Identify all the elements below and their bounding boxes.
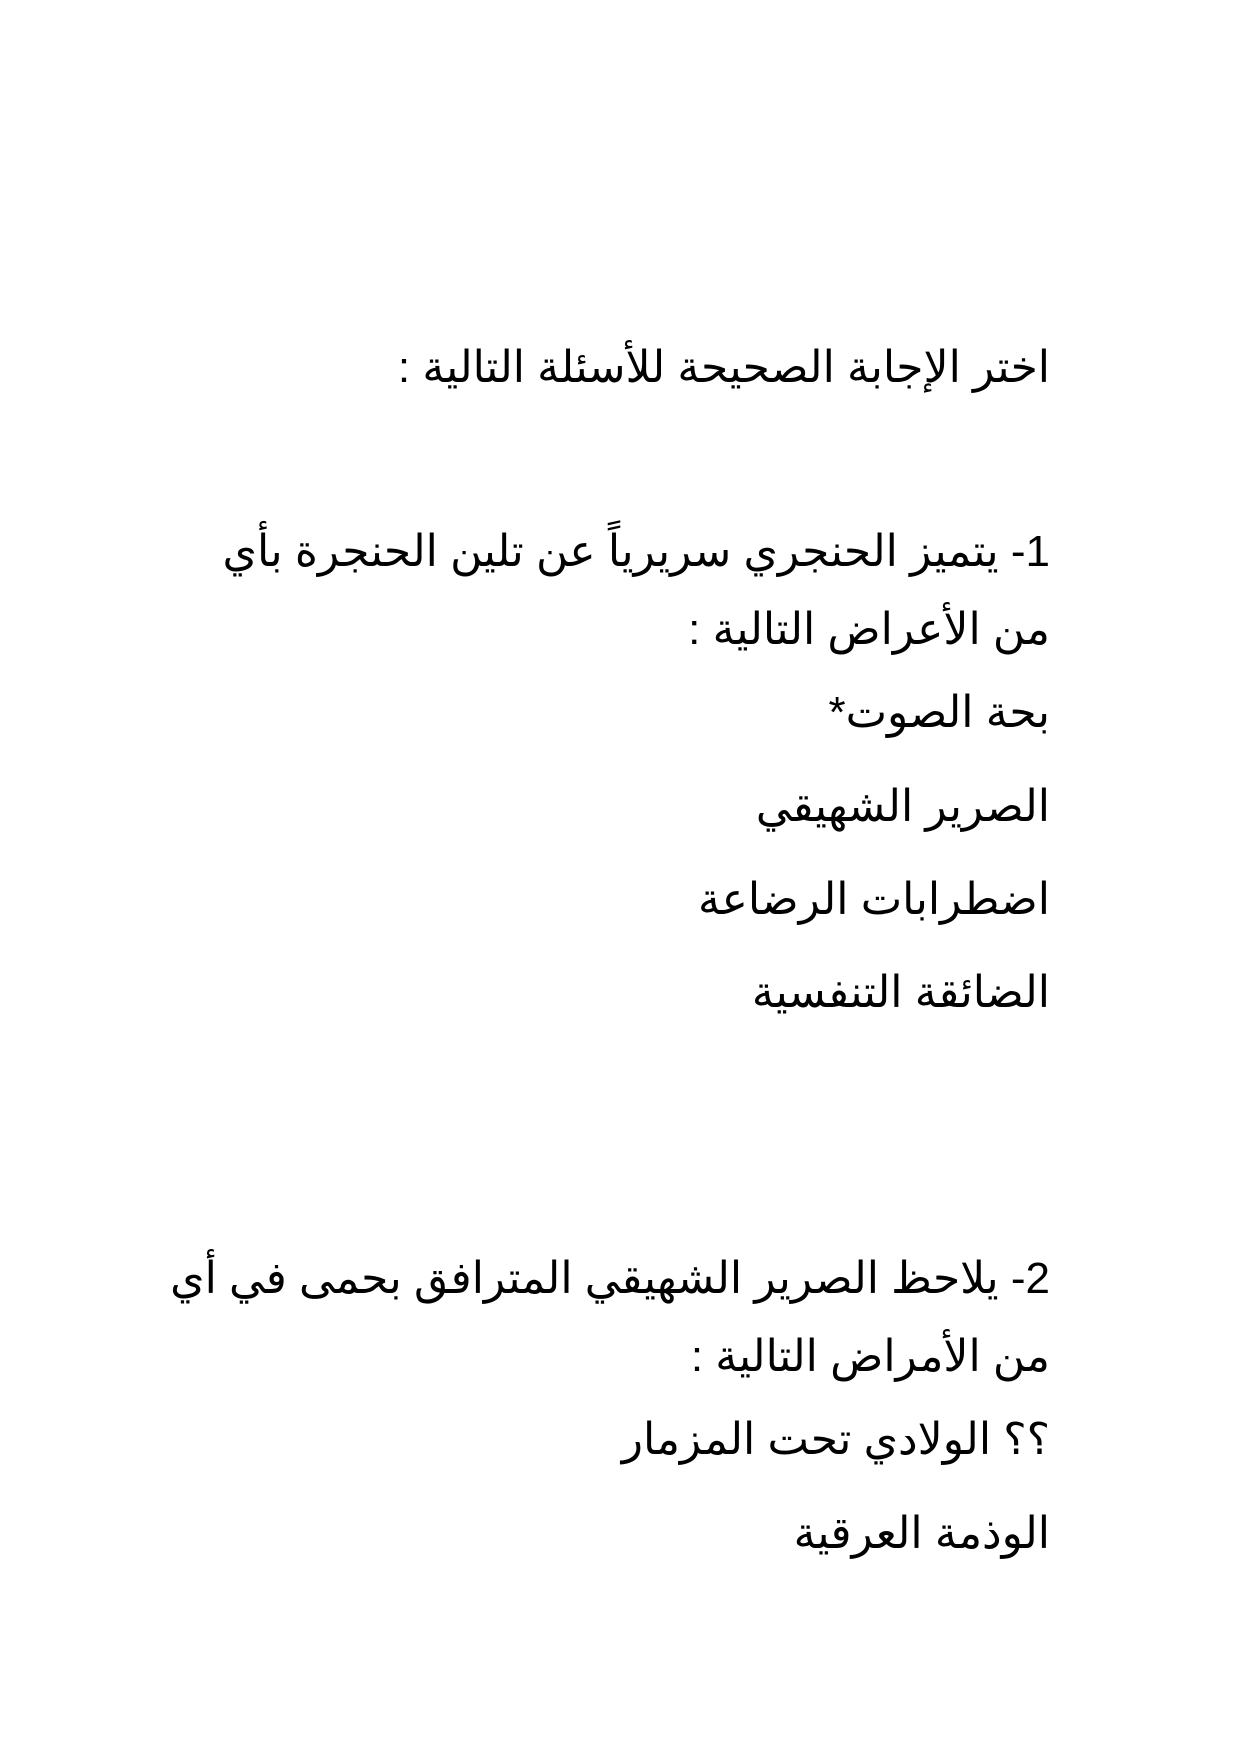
question-1-option-4: الضائقة التنفسية [751,968,1050,1017]
question-1-prompt-line-2: من الأعراض التالية : [688,605,1050,654]
question-1-option-1: بحة الصوت* [828,688,1050,737]
question-1-option-2: الصرير الشهيقي [755,782,1050,831]
question-1-option-3: اضطرابات الرضاعة [698,875,1050,924]
instruction-heading: اختر الإجابة الصحيحة للأسئلة التالية : [397,343,1050,392]
question-2-prompt-line-2: من الأمراض التالية : [690,1332,1050,1381]
question-2-prompt-line-1: 2- يلاحظ الصرير الشهيقي المترافق بحمى في أي [170,1254,1050,1303]
question-1-prompt-line-1: 1- يتميز الحنجري سريرياً عن تلين الحنجرة بأي [222,527,1050,576]
question-2-option-2: الوذمة العرقية [793,1509,1050,1558]
question-2-option-1: ؟؟ الولادي تحت المزمار [621,1415,1050,1464]
